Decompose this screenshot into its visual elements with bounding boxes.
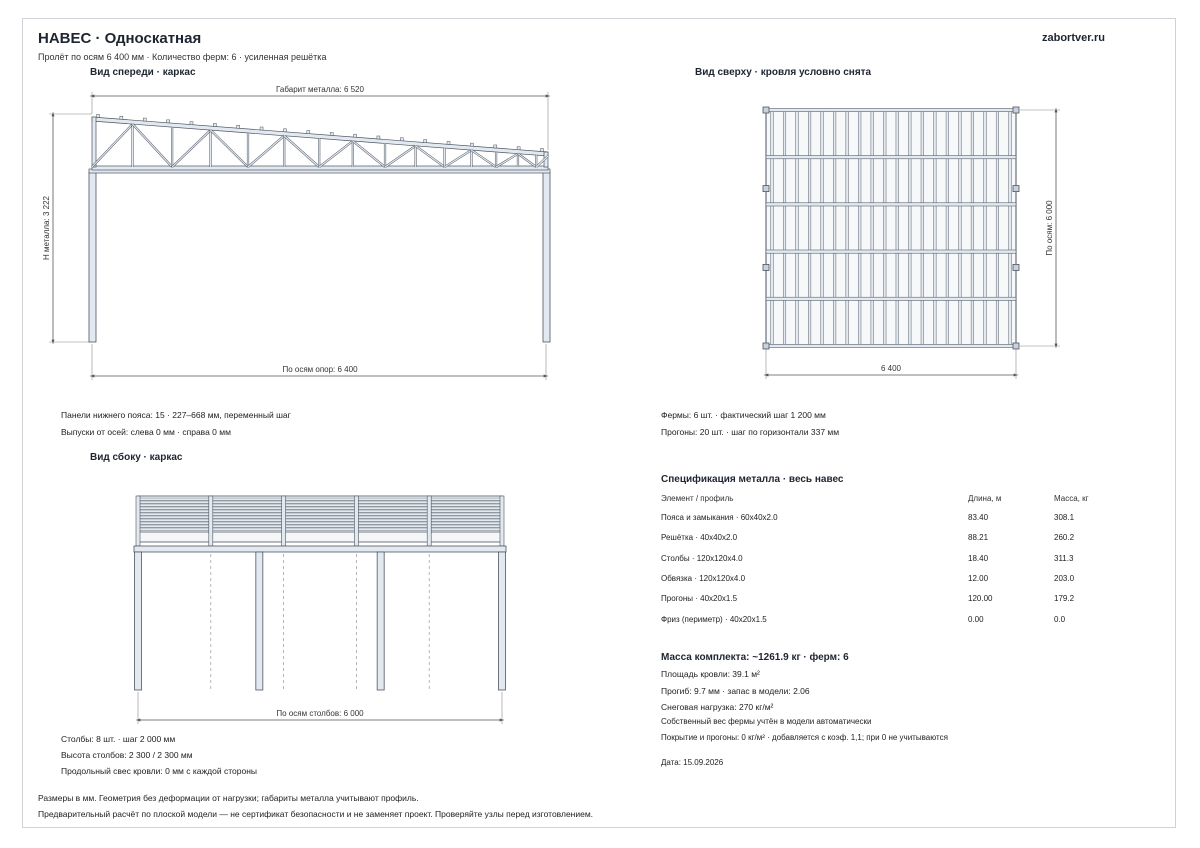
side-truss <box>282 496 286 546</box>
spec-title: Спецификация металла · весь навес <box>661 474 844 485</box>
purlin-section <box>517 147 520 150</box>
truss-diagonal-fill <box>518 154 536 167</box>
side-purlin-strip <box>138 510 502 512</box>
top-truss <box>766 108 1016 111</box>
spec-row-1-length: 88.21 <box>968 533 989 542</box>
purlin-section <box>377 136 380 139</box>
purlin-section <box>307 131 310 134</box>
side-tie-beam <box>134 546 506 552</box>
truss-diagonal-fill <box>496 154 518 167</box>
top-purlin <box>858 110 861 346</box>
purlin-section <box>424 140 427 143</box>
purlin-section <box>213 123 216 126</box>
side-truss <box>209 496 213 546</box>
top-purlin <box>771 110 774 346</box>
truss-diagonal-fill <box>416 146 445 167</box>
truss-diagonal-fill <box>353 141 385 167</box>
truss-diagonal-fill <box>248 136 284 167</box>
side-view-frame <box>134 496 506 690</box>
top-post <box>763 107 769 113</box>
top-purlin <box>808 110 811 346</box>
side-view-drawing <box>120 488 520 728</box>
top-post <box>763 264 769 270</box>
top-post <box>1013 186 1019 192</box>
spec-row-3-mass: 203.0 <box>1054 574 1075 583</box>
top-purlin <box>996 110 999 346</box>
top-purlin <box>984 110 987 346</box>
spec-self-weight: Собственный вес фермы учтён в модели автоматически <box>661 717 872 726</box>
purlin-section <box>330 132 333 135</box>
top-post <box>1013 264 1019 270</box>
truss-diagonal-fill <box>284 136 319 167</box>
top-post <box>763 186 769 192</box>
purlin-section <box>447 141 450 144</box>
top-purlin <box>883 110 886 346</box>
top-view-drawing <box>750 100 1070 380</box>
spec-snow-load: Снеговая нагрузка: 270 кг/м² <box>661 702 774 712</box>
top-purlin <box>833 110 836 346</box>
top-dim-bottom-label: 6 400 <box>880 364 902 373</box>
side-view-title: Вид сбоку · каркас <box>90 452 183 463</box>
truss-diagonal-fill <box>92 124 133 167</box>
purlin-section <box>260 127 263 130</box>
top-view-title: Вид сверху · кровля условно снята <box>695 67 872 78</box>
side-note-heights: Высота столбов: 2 300 / 2 300 мм <box>61 750 193 760</box>
spec-row-2-mass: 311.3 <box>1054 554 1074 563</box>
side-truss <box>136 496 140 546</box>
spec-row-5-length: 0.00 <box>968 615 984 624</box>
top-purlin <box>896 110 899 346</box>
footer-dimensions-note: Размеры в мм. Геометрия без деформации от нагрузки; габариты металла учитывают профиль. <box>38 793 419 803</box>
purlin-section <box>190 122 193 125</box>
spec-deflection: Прогиб: 9.7 мм · запас в модели: 2.06 <box>661 686 810 696</box>
top-truss <box>766 297 1016 300</box>
spec-header-length: Длина, м <box>968 494 1002 503</box>
front-view-drawing <box>30 80 590 390</box>
spec-row-1-element: Решётка · 40x40x2.0 <box>661 533 738 542</box>
truss-diagonal-fill <box>172 130 211 167</box>
top-purlin <box>946 110 949 346</box>
front-note-overhangs: Выпуски от осей: слева 0 мм · справа 0 мм <box>61 427 231 437</box>
top-view-grid <box>763 107 1019 349</box>
purlin-section <box>470 143 473 146</box>
purlin-section <box>167 120 170 123</box>
spec-row-2-element: Столбы · 120x120x4.0 <box>661 554 743 563</box>
top-note-purlins: Прогоны: 20 шт. · шаг по горизонтали 337 мм <box>661 427 840 437</box>
purlin-section <box>97 114 100 117</box>
page-subtitle: Пролёт по осям 6 400 мм · Количество ферм: 6 · усиленная решётка <box>38 52 327 62</box>
front-dim-top-label: Габарит металла: 6 520 <box>276 85 364 94</box>
spec-covering: Покрытие и прогоны: 0 кг/м² · добавляется с коэф. 1,1; при 0 не учитываются <box>661 733 948 742</box>
front-truss <box>92 114 548 170</box>
truss-diagonal-fill <box>133 124 173 167</box>
front-dim-bottom-label: По осям опор: 6 400 <box>282 365 358 374</box>
top-purlin <box>921 110 924 346</box>
spec-date: Дата: 15.09.2026 <box>661 758 724 767</box>
side-note-posts: Столбы: 8 шт. · шаг 2 000 мм <box>61 734 176 744</box>
site-name: zabortver.ru <box>1042 32 1105 44</box>
side-purlin-strip <box>138 516 502 518</box>
top-dim-right-label: По осям: 6 000 <box>1045 200 1054 256</box>
side-purlin-strip <box>138 501 502 503</box>
side-dim-bottom-label: По осям столбов: 6 000 <box>276 709 364 718</box>
purlin-section <box>541 149 544 152</box>
side-purlin-strip <box>138 522 502 524</box>
footer-disclaimer: Предварительный расчёт по плоской модели — не сертификат безопасности и не заменяет проект. Проверяйте узлы перед изготовлением. <box>38 809 594 819</box>
spec-roof-area: Площадь кровли: 39.1 м² <box>661 669 760 679</box>
top-post <box>1013 107 1019 113</box>
top-note-trusses: Фермы: 6 шт. · фактический шаг 1 200 мм <box>661 410 826 420</box>
spec-header-element: Элемент / профиль <box>661 494 734 503</box>
side-purlin-strip <box>138 513 502 515</box>
side-truss <box>354 496 358 546</box>
side-truss <box>500 496 504 546</box>
top-truss <box>766 156 1016 159</box>
top-purlin <box>821 110 824 346</box>
spec-row-5-mass: 0.0 <box>1054 615 1066 624</box>
spec-row-1-mass: 260.2 <box>1054 533 1075 542</box>
top-purlin <box>908 110 911 346</box>
top-truss <box>766 250 1016 253</box>
purlin-section <box>283 129 286 132</box>
spec-header-mass: Масса, кг <box>1054 494 1089 503</box>
spec-row-4-mass: 179.2 <box>1054 594 1075 603</box>
purlin-section <box>120 116 123 119</box>
purlin-section <box>400 138 403 141</box>
top-purlin <box>796 110 799 346</box>
top-purlin <box>971 110 974 346</box>
truss-diagonal-fill <box>445 150 472 167</box>
top-truss <box>766 344 1016 347</box>
side-note-overhang: Продольный свес кровли: 0 мм с каждой стороны <box>61 766 258 776</box>
truss-diagonal-fill <box>211 130 248 167</box>
side-purlin-strip <box>138 498 502 500</box>
front-dim-left-label: Н металла: 3 222 <box>42 196 51 260</box>
top-frame-outline <box>766 110 1016 346</box>
spec-row-4-element: Прогоны · 40x20x1.5 <box>661 594 738 603</box>
side-purlin-strip <box>138 507 502 509</box>
purlin-section <box>143 118 146 121</box>
front-view-title: Вид спереди · каркас <box>90 67 196 78</box>
top-truss <box>766 203 1016 206</box>
truss-end-post-left <box>92 117 96 167</box>
spec-row-0-mass: 308.1 <box>1054 513 1075 522</box>
front-post-right <box>543 172 550 342</box>
side-purlin-strip <box>138 504 502 506</box>
truss-diagonal-fill <box>319 141 353 167</box>
side-purlin-strip <box>138 519 502 521</box>
top-purlin <box>783 110 786 346</box>
top-purlin <box>934 110 937 346</box>
top-purlin <box>846 110 849 346</box>
front-note-panels: Панели нижнего пояса: 15 · 227–668 мм, переменный шаг <box>61 410 291 420</box>
side-post <box>377 552 384 690</box>
spec-total-mass: Масса комплекта: ~1261.9 кг · ферм: 6 <box>661 652 849 663</box>
front-post-left <box>89 172 96 342</box>
purlin-section <box>494 145 497 148</box>
purlin-section <box>237 125 240 128</box>
page-title: НАВЕС · Односкатная <box>38 30 202 47</box>
spec-row-4-length: 120.00 <box>968 594 993 603</box>
side-post <box>499 552 506 690</box>
side-truss <box>427 496 431 546</box>
top-purlin <box>1009 110 1012 346</box>
purlin-section <box>354 134 357 137</box>
truss-diagonal-fill <box>385 146 416 167</box>
spec-row-5-element: Фриз (периметр) · 40x20x1.5 <box>661 615 767 624</box>
spec-row-3-length: 12.00 <box>968 574 989 583</box>
spec-row-3-element: Обвязка · 120x120x4.0 <box>661 574 746 583</box>
spec-row-0-element: Пояса и замыкания · 60x40x2.0 <box>661 513 778 522</box>
truss-diagonal-fill <box>471 150 496 167</box>
top-purlin <box>959 110 962 346</box>
side-post <box>256 552 263 690</box>
side-purlin-strip <box>138 528 502 530</box>
side-post <box>135 552 142 690</box>
spec-row-0-length: 83.40 <box>968 513 989 522</box>
top-purlin <box>871 110 874 346</box>
spec-row-2-length: 18.40 <box>968 554 989 563</box>
side-purlin-strip <box>138 525 502 527</box>
